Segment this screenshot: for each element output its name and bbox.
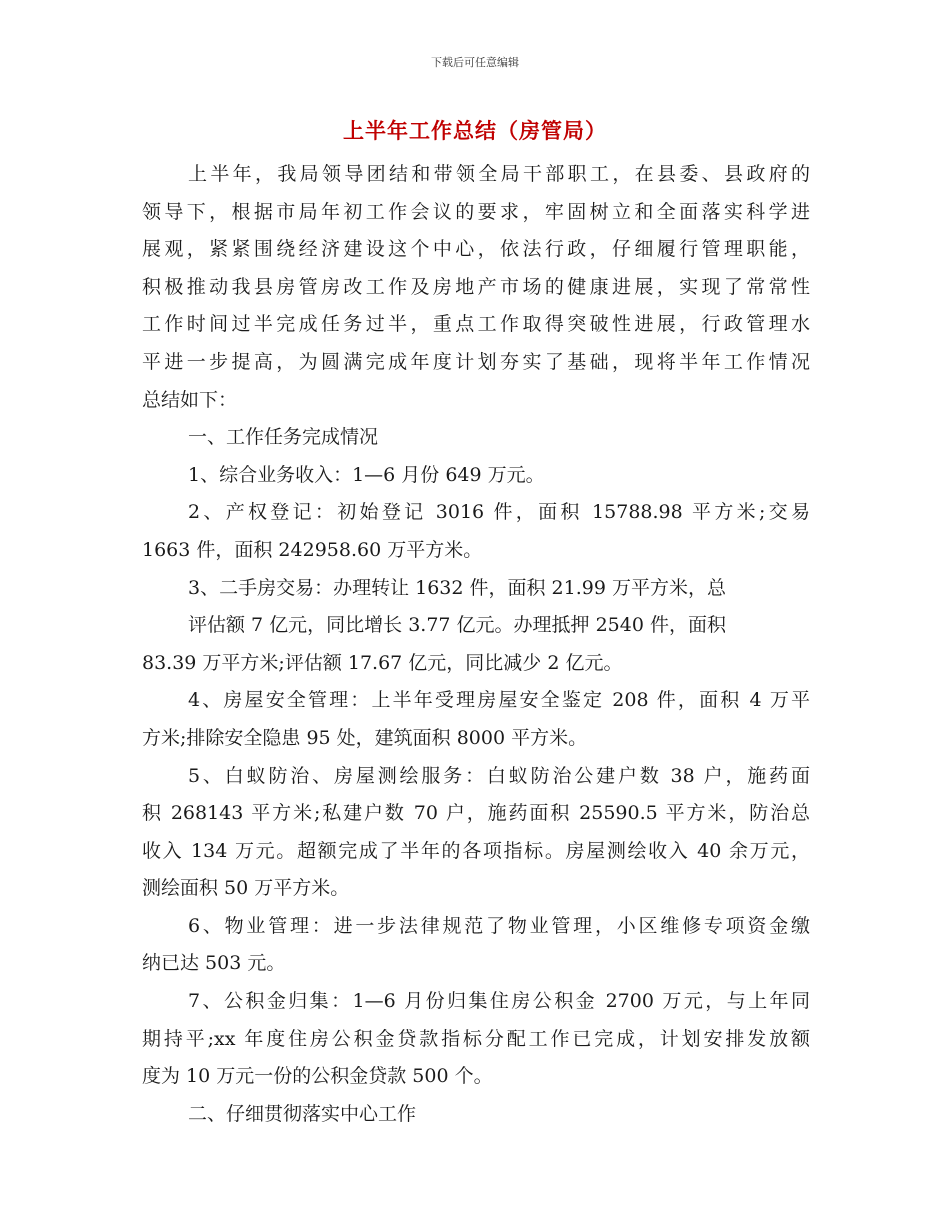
list-item-continuation: 评估额 7 亿元，同比增长 3.77 亿元。办理抵押 2540 件，面积 [188, 614, 726, 637]
list-item: 2、产权登记：初始登记 3016 件，面积 15788.98 平方米;交易 [188, 501, 810, 524]
list-item: 3、二手房交易：办理转让 1632 件，面积 21.99 万平方米，总 [188, 576, 726, 599]
list-item: 4、房屋安全管理：上半年受理房屋安全鉴定 208 件，面积 4 万平 [188, 689, 810, 712]
document-title: 上半年工作总结（房管局） [343, 119, 607, 143]
list-item: 5、白蚁防治、房屋测绘服务：白蚁防治公建户数 38 户，施药面 [188, 764, 810, 787]
list-item-continuation: 收入 134 万元。超额完成了半年的各项指标。房屋测绘收入 40 余万元， [142, 839, 810, 862]
list-item: 7、公积金归集：1—6 月份归集住房公积金 2700 万元，与上年同 [188, 990, 810, 1013]
header-note: 下载后可任意编辑 [431, 56, 519, 69]
list-item-continuation: 83.39 万平方米;评估额 17.67 亿元，同比减少 2 亿元。 [142, 651, 623, 674]
list-item-continuation: 方米;排除安全隐患 95 处，建筑面积 8000 平方米。 [142, 726, 588, 749]
paragraph-line: 展观，紧紧围绕经济建设这个中心，依法行政，仔细履行管理职能， [142, 238, 810, 261]
paragraph-line: 总结如下： [142, 388, 238, 411]
paragraph-line: 平进一步提高，为圆满完成年度计划夯实了基础，现将半年工作情况 [142, 350, 810, 373]
paragraph-line: 工作时间过半完成任务过半，重点工作取得突破性进展，行政管理水 [142, 313, 810, 336]
paragraph-line: 领导下，根据市局年初工作会议的要求，牢固树立和全面落实科学进 [142, 200, 810, 223]
list-item-continuation: 测绘面积 50 万平方米。 [142, 877, 350, 900]
list-item-continuation: 度为 10 万元一份的公积金贷款 500 个。 [142, 1065, 493, 1088]
list-item-continuation: 期持平;xx 年度住房公积金贷款指标分配工作已完成，计划安排发放额 [142, 1027, 810, 1050]
list-item: 6、物业管理：进一步法律规范了物业管理，小区维修专项资金缴 [188, 914, 810, 937]
paragraph-line: 积极推动我县房管房改工作及房地产市场的健康进展，实现了常常性 [142, 275, 810, 298]
section-heading: 二、仔细贯彻落实中心工作 [188, 1102, 417, 1125]
list-item: 1、综合业务收入：1—6 月份 649 万元。 [188, 463, 545, 486]
document-body [142, 156, 810, 1133]
list-item-continuation: 积 268143 平方米;私建户数 70 户，施药面积 25590.5 平方米，防治总 [142, 802, 810, 825]
list-item-continuation: 纳已达 503 元。 [142, 952, 286, 975]
section-heading: 一、工作任务完成情况 [188, 426, 379, 449]
list-item-continuation: 1663 件，面积 242958.60 万平方米。 [142, 538, 483, 561]
paragraph-line: 上半年，我局领导团结和带领全局干部职工，在县委、县政府的 [188, 163, 810, 185]
